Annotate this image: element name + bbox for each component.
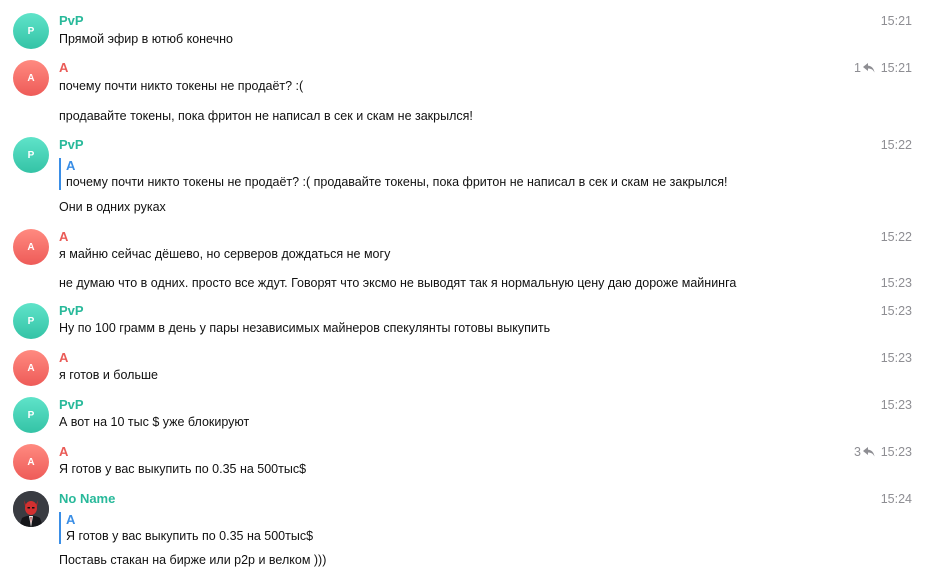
- sender-name[interactable]: A: [59, 444, 69, 459]
- reply-icon: [863, 447, 875, 457]
- reply-quote[interactable]: [59, 512, 313, 544]
- replies-indicator[interactable]: [854, 60, 875, 76]
- sender-name[interactable]: PvP: [59, 397, 84, 412]
- message-text: продавайте токены, пока фритон не написал в сек и скам не закрылся!: [59, 109, 473, 123]
- message-text: Поставь стакан на бирже или p2p и велком ))): [59, 553, 327, 567]
- avatar[interactable]: P: [13, 397, 49, 433]
- message-text: я майню сейчас дёшево, но серверов дождаться не могу: [59, 247, 391, 261]
- quote-author: A: [66, 158, 76, 173]
- quote-text: почему почти никто токены не продаёт? :( продавайте токены, пока фритон не написал в сек и скам не закрылся!: [66, 175, 728, 189]
- avatar[interactable]: A: [13, 60, 49, 96]
- message-text: А вот на 10 тыс $ уже блокируют: [59, 415, 250, 429]
- replies-indicator[interactable]: [854, 444, 875, 460]
- avatar[interactable]: A: [13, 444, 49, 480]
- message-text: Они в одних руках: [59, 200, 166, 214]
- message-text: почему почти никто токены не продаёт? :(: [59, 79, 304, 93]
- sender-name[interactable]: A: [59, 350, 69, 365]
- avatar[interactable]: P: [13, 303, 49, 339]
- sender-name[interactable]: PvP: [59, 303, 84, 318]
- message-text: Прямой эфир в ютюб конечно: [59, 32, 233, 46]
- sender-name[interactable]: PvP: [59, 13, 84, 28]
- sender-name[interactable]: No Name: [59, 491, 116, 506]
- devil-avatar-icon: [13, 491, 49, 527]
- message-text: не думаю что в одних. просто все ждут. Говорят что эксмо не выводят так я нормальную цену даю дороже майнинга: [59, 276, 737, 290]
- message-time: 15:23: [880, 276, 912, 290]
- message-time: 15:22: [880, 138, 912, 152]
- message-time: 15:23: [880, 445, 912, 459]
- quote-text: Я готов у вас выкупить по 0.35 на 500тыс$: [66, 529, 314, 543]
- avatar[interactable]: [13, 491, 49, 527]
- avatar[interactable]: P: [13, 13, 49, 49]
- message-time: 15:23: [880, 304, 912, 318]
- message-text: я готов и больше: [59, 368, 158, 382]
- avatar[interactable]: A: [13, 229, 49, 265]
- message-time: 15:23: [880, 398, 912, 412]
- quote-author: A: [66, 512, 76, 527]
- sender-name[interactable]: PvP: [59, 137, 84, 152]
- message-text: Я готов у вас выкупить по 0.35 на 500тыс$: [59, 462, 307, 476]
- reply-count: 1: [854, 61, 861, 75]
- message-time: 15:21: [880, 61, 912, 75]
- message-time: 15:24: [880, 492, 912, 506]
- avatar[interactable]: A: [13, 350, 49, 386]
- message-text: Ну по 100 грамм в день у пары независимых майнеров спекулянты готовы выкупить: [59, 321, 551, 335]
- message-time: 15:21: [880, 14, 912, 28]
- sender-name[interactable]: A: [59, 60, 69, 75]
- avatar[interactable]: P: [13, 137, 49, 173]
- reply-count: 3: [854, 445, 861, 459]
- reply-quote[interactable]: [59, 158, 728, 190]
- message-time: 15:23: [880, 351, 912, 365]
- message-time: 15:22: [880, 230, 912, 244]
- sender-name[interactable]: A: [59, 229, 69, 244]
- reply-icon: [863, 63, 875, 73]
